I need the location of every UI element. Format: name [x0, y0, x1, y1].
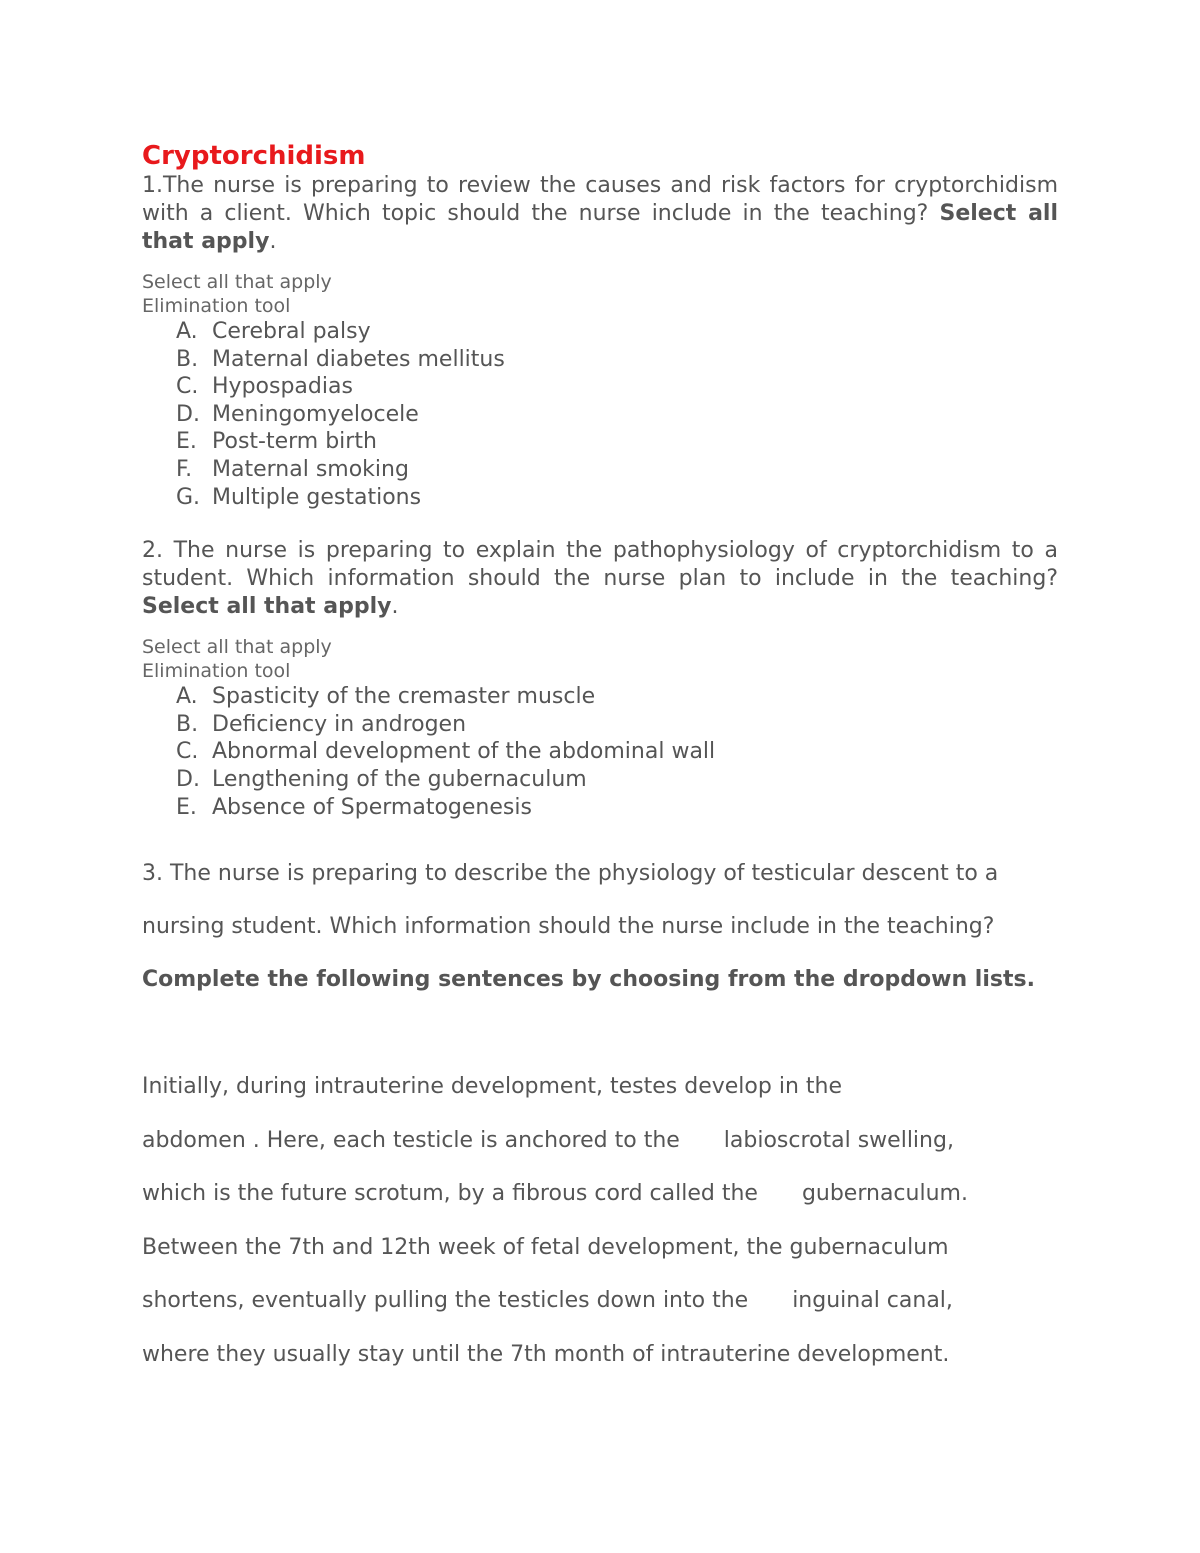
question-2-select-label: Select all that apply	[142, 636, 332, 659]
option-item[interactable]	[176, 711, 1058, 739]
question-3-instruction: Complete the following sentences by choosing from the dropdown lists.	[142, 967, 1035, 993]
option-letter: B.	[176, 346, 199, 372]
option-letter: C.	[176, 739, 199, 765]
option-letter: A.	[176, 684, 198, 710]
passage-line	[142, 1274, 1058, 1328]
option-letter: B.	[176, 711, 199, 737]
document-title: Cryptorchidism	[142, 141, 366, 171]
question-1-elimination-tool[interactable]: Elimination tool	[142, 295, 291, 317]
question-1-select-label: Select all that apply	[142, 271, 332, 293]
option-text: Cerebral palsy	[212, 319, 371, 344]
question-1-instruction: Select all that apply	[142, 201, 1058, 254]
option-item[interactable]	[176, 401, 1058, 429]
passage-text: which is the future scrotum, by a fibrous cord called the	[142, 1181, 758, 1207]
option-text: Maternal smoking	[212, 456, 409, 482]
option-item[interactable]	[176, 794, 1058, 822]
option-letter: G.	[176, 484, 201, 510]
option-text: Abnormal development of the abdominal wall	[212, 739, 716, 765]
passage-line	[142, 1167, 1058, 1221]
fill-in-passage	[142, 1060, 1058, 1381]
option-text: Meningomyelocele	[212, 401, 419, 427]
passage-line: where they usually stay until the 7th month of intrauterine development.	[142, 1341, 950, 1367]
question-3-text: 3. The nurse is preparing to describe the physiology of testicular descent to a nursing student. Which information should the nurse include in the teaching?	[142, 861, 999, 940]
question-2-stem	[142, 537, 1058, 621]
option-item[interactable]	[176, 346, 1058, 374]
option-item[interactable]	[176, 318, 1058, 346]
option-letter: E.	[176, 794, 197, 820]
option-item[interactable]	[176, 738, 1058, 766]
option-text: Spasticity of the cremaster muscle	[212, 684, 596, 710]
question-1-text: 1.The nurse is preparing to review the causes and risk factors for cryptorchidism with a client. Which topic should the nurse include in the teaching?	[142, 173, 1058, 226]
option-letter: C.	[176, 374, 199, 400]
option-letter: F.	[176, 456, 193, 482]
option-item[interactable]	[176, 766, 1058, 794]
dropdown-answer-3[interactable]: inguinal canal,	[792, 1288, 953, 1314]
option-text: Maternal diabetes mellitus	[212, 346, 505, 372]
question-2-options	[142, 683, 1058, 821]
question-2-period: .	[391, 594, 399, 620]
option-text: Deficiency in androgen	[212, 711, 467, 737]
option-letter: E.	[176, 429, 197, 455]
question-1-stem	[142, 172, 1058, 256]
passage-line: Between the 7th and 12th week of fetal development, the gubernaculum	[142, 1234, 949, 1260]
option-text: Multiple gestations	[212, 484, 422, 510]
passage-text: shortens, eventually pulling the testicles down into the	[142, 1288, 749, 1314]
option-item[interactable]	[176, 484, 1058, 512]
question-2-text: 2. The nurse is preparing to explain the pathophysiology of cryptorchidism to a student. Which information should the nurse plan to include in the teaching?	[142, 538, 1058, 592]
option-text: Absence of Spermatogenesis	[212, 794, 532, 820]
question-2-instruction: Select all that apply	[142, 594, 392, 620]
question-1-period: .	[269, 229, 277, 254]
option-item[interactable]	[176, 683, 1058, 711]
passage-text: abdomen . Here, each testicle is anchored to the	[142, 1127, 680, 1153]
option-text: Post-term birth	[212, 429, 377, 455]
option-letter: A.	[176, 319, 198, 344]
option-letter: D.	[176, 401, 200, 427]
question-1-options	[142, 318, 1058, 511]
dropdown-answer-1[interactable]: labioscrotal swelling,	[723, 1127, 954, 1153]
option-item[interactable]	[176, 373, 1058, 401]
question-3-stem	[142, 847, 1058, 1006]
passage-line	[142, 1114, 1058, 1168]
option-letter: D.	[176, 766, 200, 792]
option-text: Lengthening of the gubernaculum	[212, 766, 587, 792]
document-page	[142, 140, 1058, 1381]
question-2-elimination-tool[interactable]: Elimination tool	[142, 660, 291, 683]
option-item[interactable]	[176, 428, 1058, 456]
option-item[interactable]	[176, 456, 1058, 484]
option-text: Hypospadias	[212, 374, 353, 400]
passage-line: Initially, during intrauterine development, testes develop in the	[142, 1074, 842, 1100]
dropdown-answer-2[interactable]: gubernaculum.	[801, 1181, 968, 1207]
